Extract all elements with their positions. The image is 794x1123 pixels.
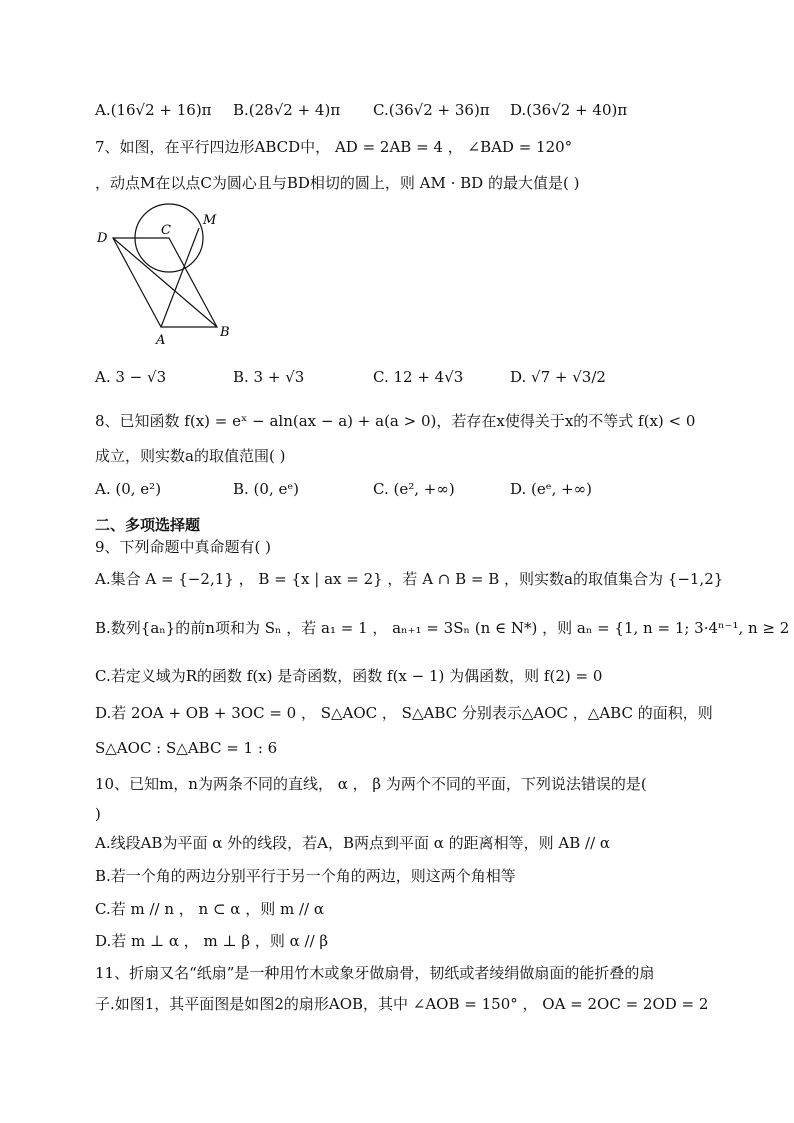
q10-option-d: D.若 m ⊥ α ， m ⊥ β ，则 α // β	[95, 932, 329, 950]
segment-am	[161, 228, 199, 327]
q8-option-d: D. (eᵉ, +∞)	[510, 480, 593, 498]
q10-option-a: A.线段AB为平面 α 外的线段，若A，B两点到平面 α 的距离相等，则 AB // α	[95, 834, 611, 852]
section-title: 二、多项选择题	[95, 516, 201, 534]
q10-option-c: C.若 m // n ， n ⊂ α ，则 m // α	[95, 900, 324, 918]
q7-option-d: D. √7 + √3/2	[510, 368, 606, 386]
q7-option-a: A. 3 − √3	[95, 368, 167, 386]
q6-option-d: D.(36√2 + 40)π	[510, 101, 628, 119]
q9-option-d-line2: S△AOC : S△ABC = 1 : 6	[95, 739, 278, 757]
label-d: D	[97, 231, 108, 246]
label-a: A	[156, 333, 166, 348]
q9-option-b: B.数列{aₙ}的前n项和为 Sₙ ，若 a₁ = 1 ， aₙ₊₁ = 3Sₙ (n ∈ N*) ，则 aₙ = {1, n = 1; 3·4ⁿ⁻¹, n ≥ 2	[95, 619, 790, 637]
q7-stem-line2: ，动点M在以点C为圆心且与BD相切的圆上，则 AM · BD 的最大值是( )	[95, 174, 580, 192]
label-b: B	[220, 325, 230, 340]
q9-stem: 9、下列命题中真命题有( )	[95, 538, 272, 556]
q10-option-b: B.若一个角的两边分别平行于另一个角的两边，则这两个角相等	[95, 867, 516, 885]
q6-option-c: C.(36√2 + 36)π	[373, 101, 490, 119]
q11-stem-line1: 11、折扇又名“纸扇”是一种用竹木或象牙做扇骨，韧纸或者绫绢做扇面的能折叠的扇	[95, 964, 655, 982]
q7-option-c: C. 12 + 4√3	[373, 368, 464, 386]
q6-option-b: B.(28√2 + 4)π	[233, 101, 341, 119]
q6-option-a: A.(16√2 + 16)π	[95, 101, 212, 119]
q9-option-d-line1: D.若 2OA + OB + 3OC = 0 ， S△AOC ， S△ABC 分别表示△AOC ，△ABC 的面积，则	[95, 704, 713, 722]
label-m: M	[203, 213, 217, 228]
q7-figure	[95, 200, 245, 350]
q9-option-a: A.集合 A = {−2,1} ， B = {x | ax = 2} ，若 A ∩ B = B ，则实数a的取值集合为 {−1,2}	[95, 570, 724, 588]
q8-stem-line1: 8、已知函数 f(x) = eˣ − aln(ax − a) + a(a > 0)，若存在x使得关于x的不等式 f(x) < 0	[95, 412, 696, 430]
q7-stem-line1: 7、如图，在平行四边形ABCD中， AD = 2AB = 4 ， ∠BAD = 120°	[95, 138, 573, 156]
parallelogram-diagram	[95, 200, 245, 350]
q8-option-c: C. (e², +∞)	[373, 480, 455, 498]
q7-option-b: B. 3 + √3	[233, 368, 305, 386]
q10-stem-line1: 10、已知m，n为两条不同的直线， α ， β 为两个不同的平面，下列说法错误的是(	[95, 775, 647, 793]
q9-option-c: C.若定义域为R的函数 f(x) 是奇函数，函数 f(x − 1) 为偶函数，则 f(2) = 0	[95, 667, 603, 685]
diagonal-bd	[113, 238, 217, 327]
label-c: C	[161, 223, 171, 238]
q8-stem-line2: 成立，则实数a的取值范围( )	[95, 447, 286, 465]
q8-option-a: A. (0, e²)	[95, 480, 162, 498]
q11-stem-line2: 子.如图1，其平面图是如图2的扇形AOB，其中 ∠AOB = 150° ， OA = 2OC = 2OD = 2	[95, 995, 709, 1013]
q8-option-b: B. (0, eᵉ)	[233, 480, 300, 498]
q10-stem-line2: )	[95, 805, 101, 823]
